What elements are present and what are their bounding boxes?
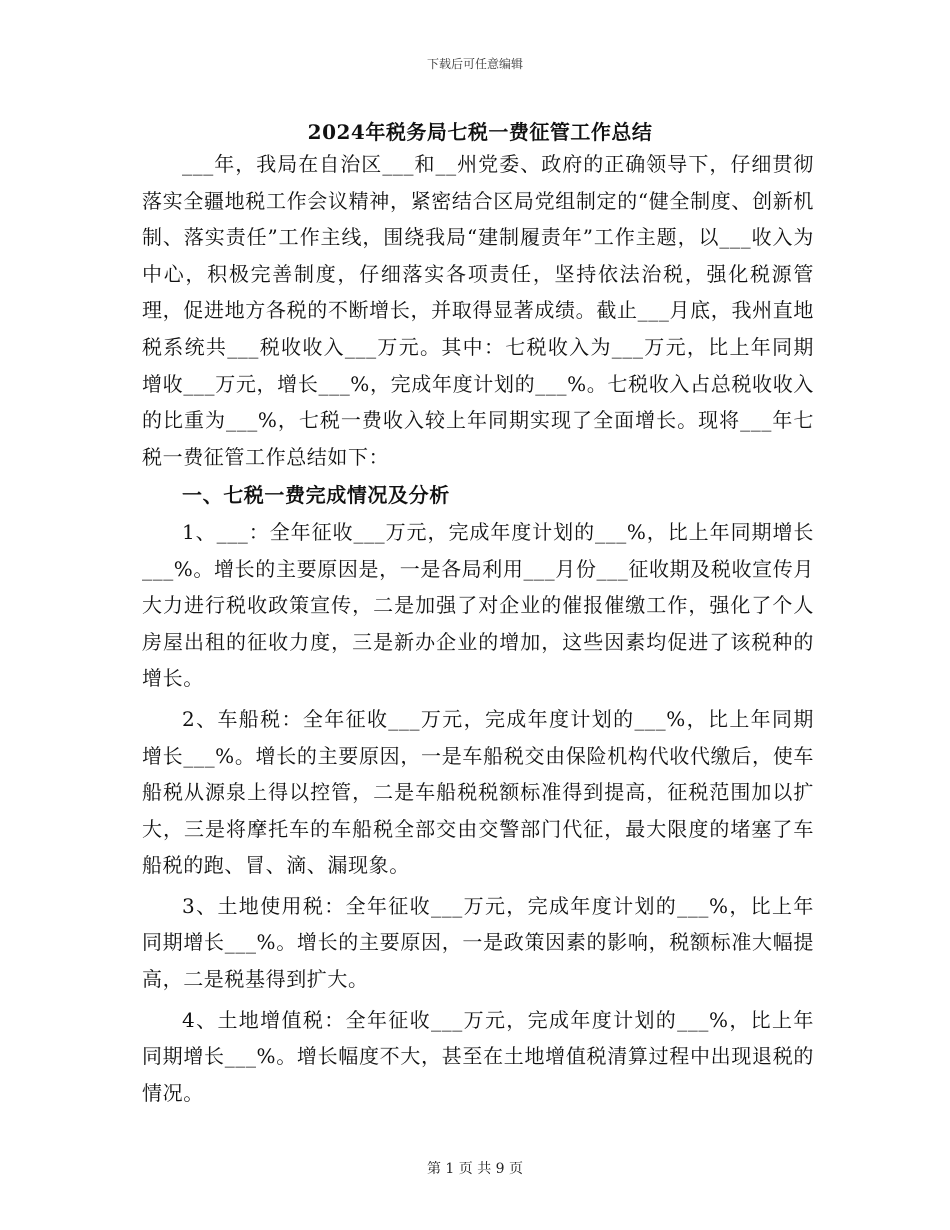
page-header-note: 下载后可任意编辑 (426, 57, 523, 71)
item-paragraph-1: 1、___：全年征收___万元，完成年度计划的___%，比上年同期增长___%。增长的主要原因是，一是各局利用___月份___征收期及税收宣传月大力进行税收政策宣传，二是加强了对企业的催报催缴工作，强化了个人房屋出租的征收力度，三是新办企业的增加，这些因素均促进了该税种的增长。 (142, 519, 814, 691)
section-heading: 一、七税一费完成情况及分析 (182, 483, 450, 508)
document-title: 2024年税务局七税一费征管工作总结 (307, 120, 653, 144)
document-body (142, 146, 814, 1111)
item-paragraph-4: 4、土地增值税：全年征收___万元，完成年度计划的___%，比上年同期增长___%。增长幅度不大，甚至在土地增值税清算过程中出现退税的情况。 (142, 1007, 814, 1105)
page-footer: 第 1 页 共 9 页 (426, 1161, 524, 1177)
item-paragraph-2: 2、车船税：全年征收___万元，完成年度计划的___%，比上年同期增长___%。增长的主要原因，一是车船税交由保险机构代收代缴后，使车船税从源泉上得以控管，二是车船税税额标准得到提高，征税范围加以扩大，三是将摩托车的车船税全部交由交警部门代征，最大限度的堵塞了车船税的跑、冒、滴、漏现象。 (142, 706, 814, 878)
item-paragraph-3: 3、土地使用税：全年征收___万元，完成年度计划的___%，比上年同期增长___%。增长的主要原因，一是政策因素的影响，税额标准大幅提高，二是税基得到扩大。 (142, 893, 814, 992)
intro-paragraph: ___年，我局在自治区___和__州党委、政府的正确领导下，仔细贯彻落实全疆地税工作会议精神，紧密结合区局党组制定的“健全制度、创新机制、落实责任”工作主线，围绕我局“建制履责年”工作主题，以___收入为中心，积极完善制度，仔细落实各项责任，坚持依法治税，强化税源管理，促进地方各税的不断增长，并取得显著成绩。截止___月底，我州直地税系统共___税收收入___万元。其中：七税收入为___万元，比上年同期增收___万元，增长___%，完成年度计划的___%。七税收入占总税收收入的比重为___%，七税一费收入较上年同期实现了全面增长。现将___年七税一费征管工作总结如下： (142, 152, 814, 469)
